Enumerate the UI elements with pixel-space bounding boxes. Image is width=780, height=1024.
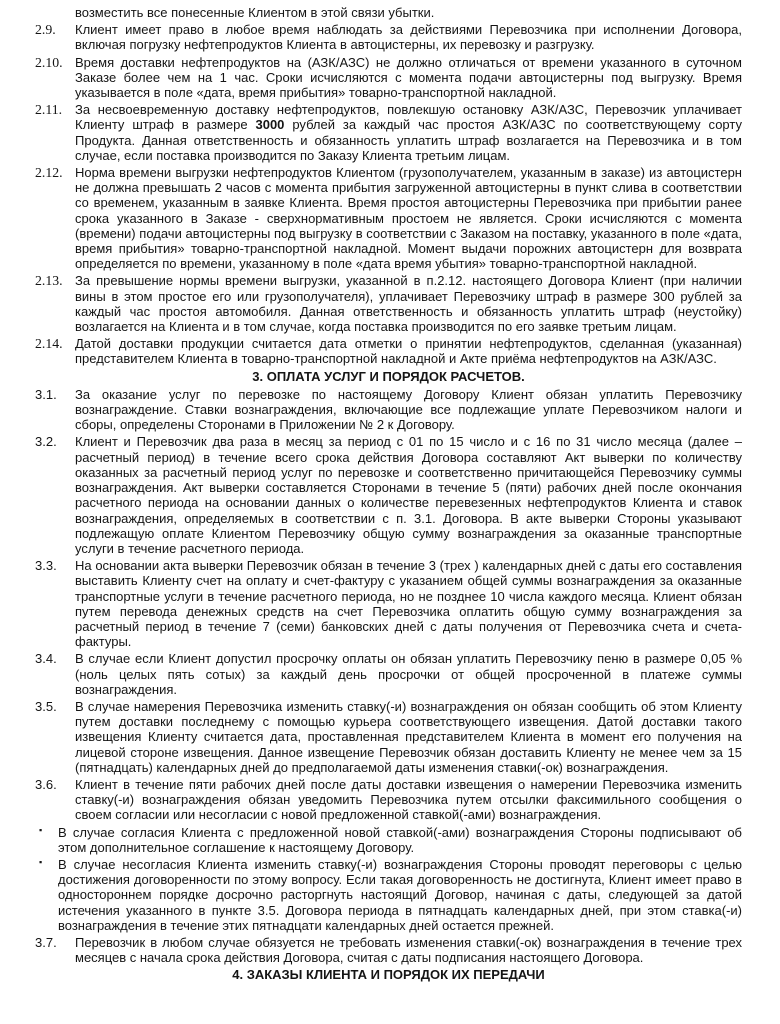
square-bullet-icon: ▪ [39,856,43,867]
clause-3-5 [35,699,742,775]
section-heading-payment: 3. ОПЛАТА УСЛУГ И ПОРЯДОК РАСЧЕТОВ. [252,368,525,384]
clause-text: Датой доставки продукции считается дата отметки о принятии нефтепродуктов, сделанная (указанная) представителем Клиента в товарно-транспортной накладной и Акте приёма нефтепродуктов на АЗК/АЗС. [75,336,742,367]
clause-text: Клиент и Перевозчик два раза в месяц за период с 01 по 15 число и с 16 по 31 число месяца (далее – расчетный период) в течение всего срока действия Договора составляют Акт выверки по количеству оказанных за расчетный период услуг по перевозке и соответственно причитающейся Перевозчику суммы вознаграждения. Акт выверки составляется Сторонами в течение 5 (пяти) рабочих дней после окончания расчетного периода на основании данных о количестве перевезенных нефтепродуктов Клиента и ставок вознаграждения, определяемых в соответствии с п. 3.1. Договора. В акте выверки Стороны указывают подлежащую оплате Клиентом Перевозчику общую сумму вознаграждения за оказанные транспортные услуги в течение расчетного периода. [75,434,742,556]
clause-number: 2.14. [35,336,63,352]
clause-2-14 [35,336,742,366]
clause-2-12 [35,165,742,271]
clause-2-11 [35,102,742,163]
clause-number: 3.7. [35,934,57,950]
clause-number: 3.5. [35,698,57,714]
clause-text: Время доставки нефтепродуктов на (АЗК/АЗС) не должно отличаться от времени указанного в суточном Заказе более чем на 1 час. Сроки исчисляются с момента подачи автоцистерны под выгрузку. Время указывается в поле «дата, время прибытия» товарно-транспортной накладной. [75,54,742,101]
clause-number: 2.13. [35,273,63,289]
clause-text: Норма времени выгрузки нефтепродуктов Клиентом (грузополучателем, указанным в заказе) из автоцистерн не должна превышать 2 часов с момента прибытия загруженной автоцистерны в пункт слива в соответствии со временем, указанным в заявке Клиента. Время простоя автоцистерны Перевозчика при прибытии ранее срока указанного в Заказе - сверхнормативным простоем не является. Сроки исчисляются с момента (времени) подачи автоцистерны под выгрузку в соответствии с Заказом на поставку, указанного в поле «дата, время прибытия» товарно-транспортной накладной. Момент выдачи порожних автоцистерн для возврата определяется по времени, указанному в поле «дата время убытия» товарно-транспортной накладной. [75,165,742,272]
square-bullet-icon: ▪ [39,824,43,835]
clause-text [75,102,742,163]
clause-number: 3.1. [35,386,57,402]
continuation-paragraph: возместить все понесенные Клиентом в этой связи убытки. [75,5,435,20]
clause-number: 2.11. [35,102,63,118]
clause-text: За превышение нормы времени выгрузки, указанной в п.2.12. настоящего Договора Клиент (при наличии вины в этом простое его или грузополучателя), уплачивает Перевозчику штраф в размере 300 рублей за каждый час простоя автомобиля. Данная ответственность и обязанность уплатить штраф (неустойку) возлагается на Клиента и в том случае, когда поставка производится по его заявке третьим лицам. [75,273,742,335]
bullet-agreement-case [35,825,742,855]
clause-2-13 [35,273,742,334]
bullet-text: В случае согласия Клиента с предложенной новой ставкой(-ами) вознаграждения Стороны подписывают об этом дополнительное соглашение к настоящему Договору. [58,824,742,855]
bullet-text: В случае несогласия Клиента изменить ставку(-и) вознаграждения Стороны проводят переговоры с целью достижения договоренности по этому вопросу. Если такая договоренность не достигнута, Клиент имеет право в одностороннем порядке досрочно расторгнуть настоящий Договор, начиная с даты, следующей за датой истечения указанного в пункте 3.5. Договора периода в пятнадцать календарных дней, при этом ставка(-и) вознаграждения в течение этих пятнадцати календарных дней остается прежней. [58,856,742,933]
clause-3-4 [35,651,742,697]
bullet-disagreement-case [35,857,742,933]
clause-text: За оказание услуг по перевозке по настоящему Договору Клиент обязан уплатить Перевозчику вознаграждение. Ставки вознаграждения, включающие все подлежащие уплате Перевозчиком налоги и сборы, определены Сторонами в Приложении № 2 к Договору. [75,386,742,433]
clause-number: 2.12. [35,165,63,181]
clause-number: 3.2. [35,434,57,450]
clause-number: 3.6. [35,776,57,792]
clause-number: 2.10. [35,54,63,70]
clause-text: Клиент имеет право в любое время наблюдать за действиями Перевозчика при исполнении Договора, включая погрузку нефтепродуктов Клиента в автоцистерны, их перевозку и разгрузку. [75,22,742,53]
clause-text-before-amount: За несвоевременную доставку нефтепродуктов, повлекшую остановку АЗК/АЗС, Перевозчик уплачивает Клиенту штраф в размере [75,102,742,133]
clause-2-9 [35,22,742,52]
clause-text-after-amount: рублей за каждый час простоя АЗК/АЗС по соответствующему сорту Продукта. Данная ответственность и обязанность уплатить штраф возлагается на Перевозчика и в том случае, если поставка производится по Заказу Клиента третьим лицам. [75,117,742,163]
clause-text: В случае если Клиент допустил просрочку оплаты он обязан уплатить Перевозчику пеню в размере 0,05 % (ноль целых пять сотых) за каждый день просрочки от общей просроченной в платеже суммы вознаграждения. [75,651,742,697]
clause-3-7 [35,935,742,965]
clause-3-1 [35,387,742,433]
clause-text: В случае намерения Перевозчика изменить ставку(-и) вознаграждения он обязан сообщить об этом Клиенту путем доставки последнему с помощью курьера соответствующего извещения. Датой доставки такого извещения Клиенту считается дата, проставленная представителем Клиента в момент его получения на лицевой стороне извещения. Данное извещение Перевозчик обязан доставить Клиенту не менее чем за 15 (пятнадцать) календарных дней до предполагаемой даты изменения ставки(-ок) вознаграждения. [75,698,742,775]
clause-number: 2.9. [35,22,56,38]
clause-text: На основании акта выверки Перевозчик обязан в течение 3 (трех ) календарных дней с даты его составления выставить Клиенту счет на оплату и счет-фактуру с указанием общей суммы вознаграждения за оказанные транспортные услуги в течение расчетного периода, но не позднее 10 числа каждого месяца. Клиент обязан путем перевода денежных средств на счет Перевозчика оплатить общую сумму вознаграждения за расчетный период в течение 7 (семи) банковских дней с даты получения от Перевозчика счета и счета-фактуры. [75,558,742,650]
clause-number: 3.3. [35,558,57,574]
clause-text: Клиент в течение пяти рабочих дней после даты доставки извещения о намерении Перевозчика изменить ставку(-и) вознаграждения обязан уведомить Перевозчика путем отсылки факсимильного сообщения о своем согласии или несогласии с новой предложенной ставкой(-ами) вознаграждения. [75,776,742,823]
section-heading-orders: 4. ЗАКАЗЫ КЛИЕНТА И ПОРЯДОК ИХ ПЕРЕДАЧИ [232,967,545,983]
clause-number: 3.4. [35,651,57,667]
clause-3-2 [35,434,742,556]
clause-3-6 [35,777,742,823]
clause-3-3 [35,558,742,649]
penalty-amount: 3000 [255,117,285,133]
clause-text: Перевозчик в любом случае обязуется не требовать изменения ставки(-ок) вознаграждения в течение трех месяцев с начала срока действия Договора, считая с даты подписания настоящего Договора. [75,934,742,966]
clause-2-10 [35,55,742,101]
